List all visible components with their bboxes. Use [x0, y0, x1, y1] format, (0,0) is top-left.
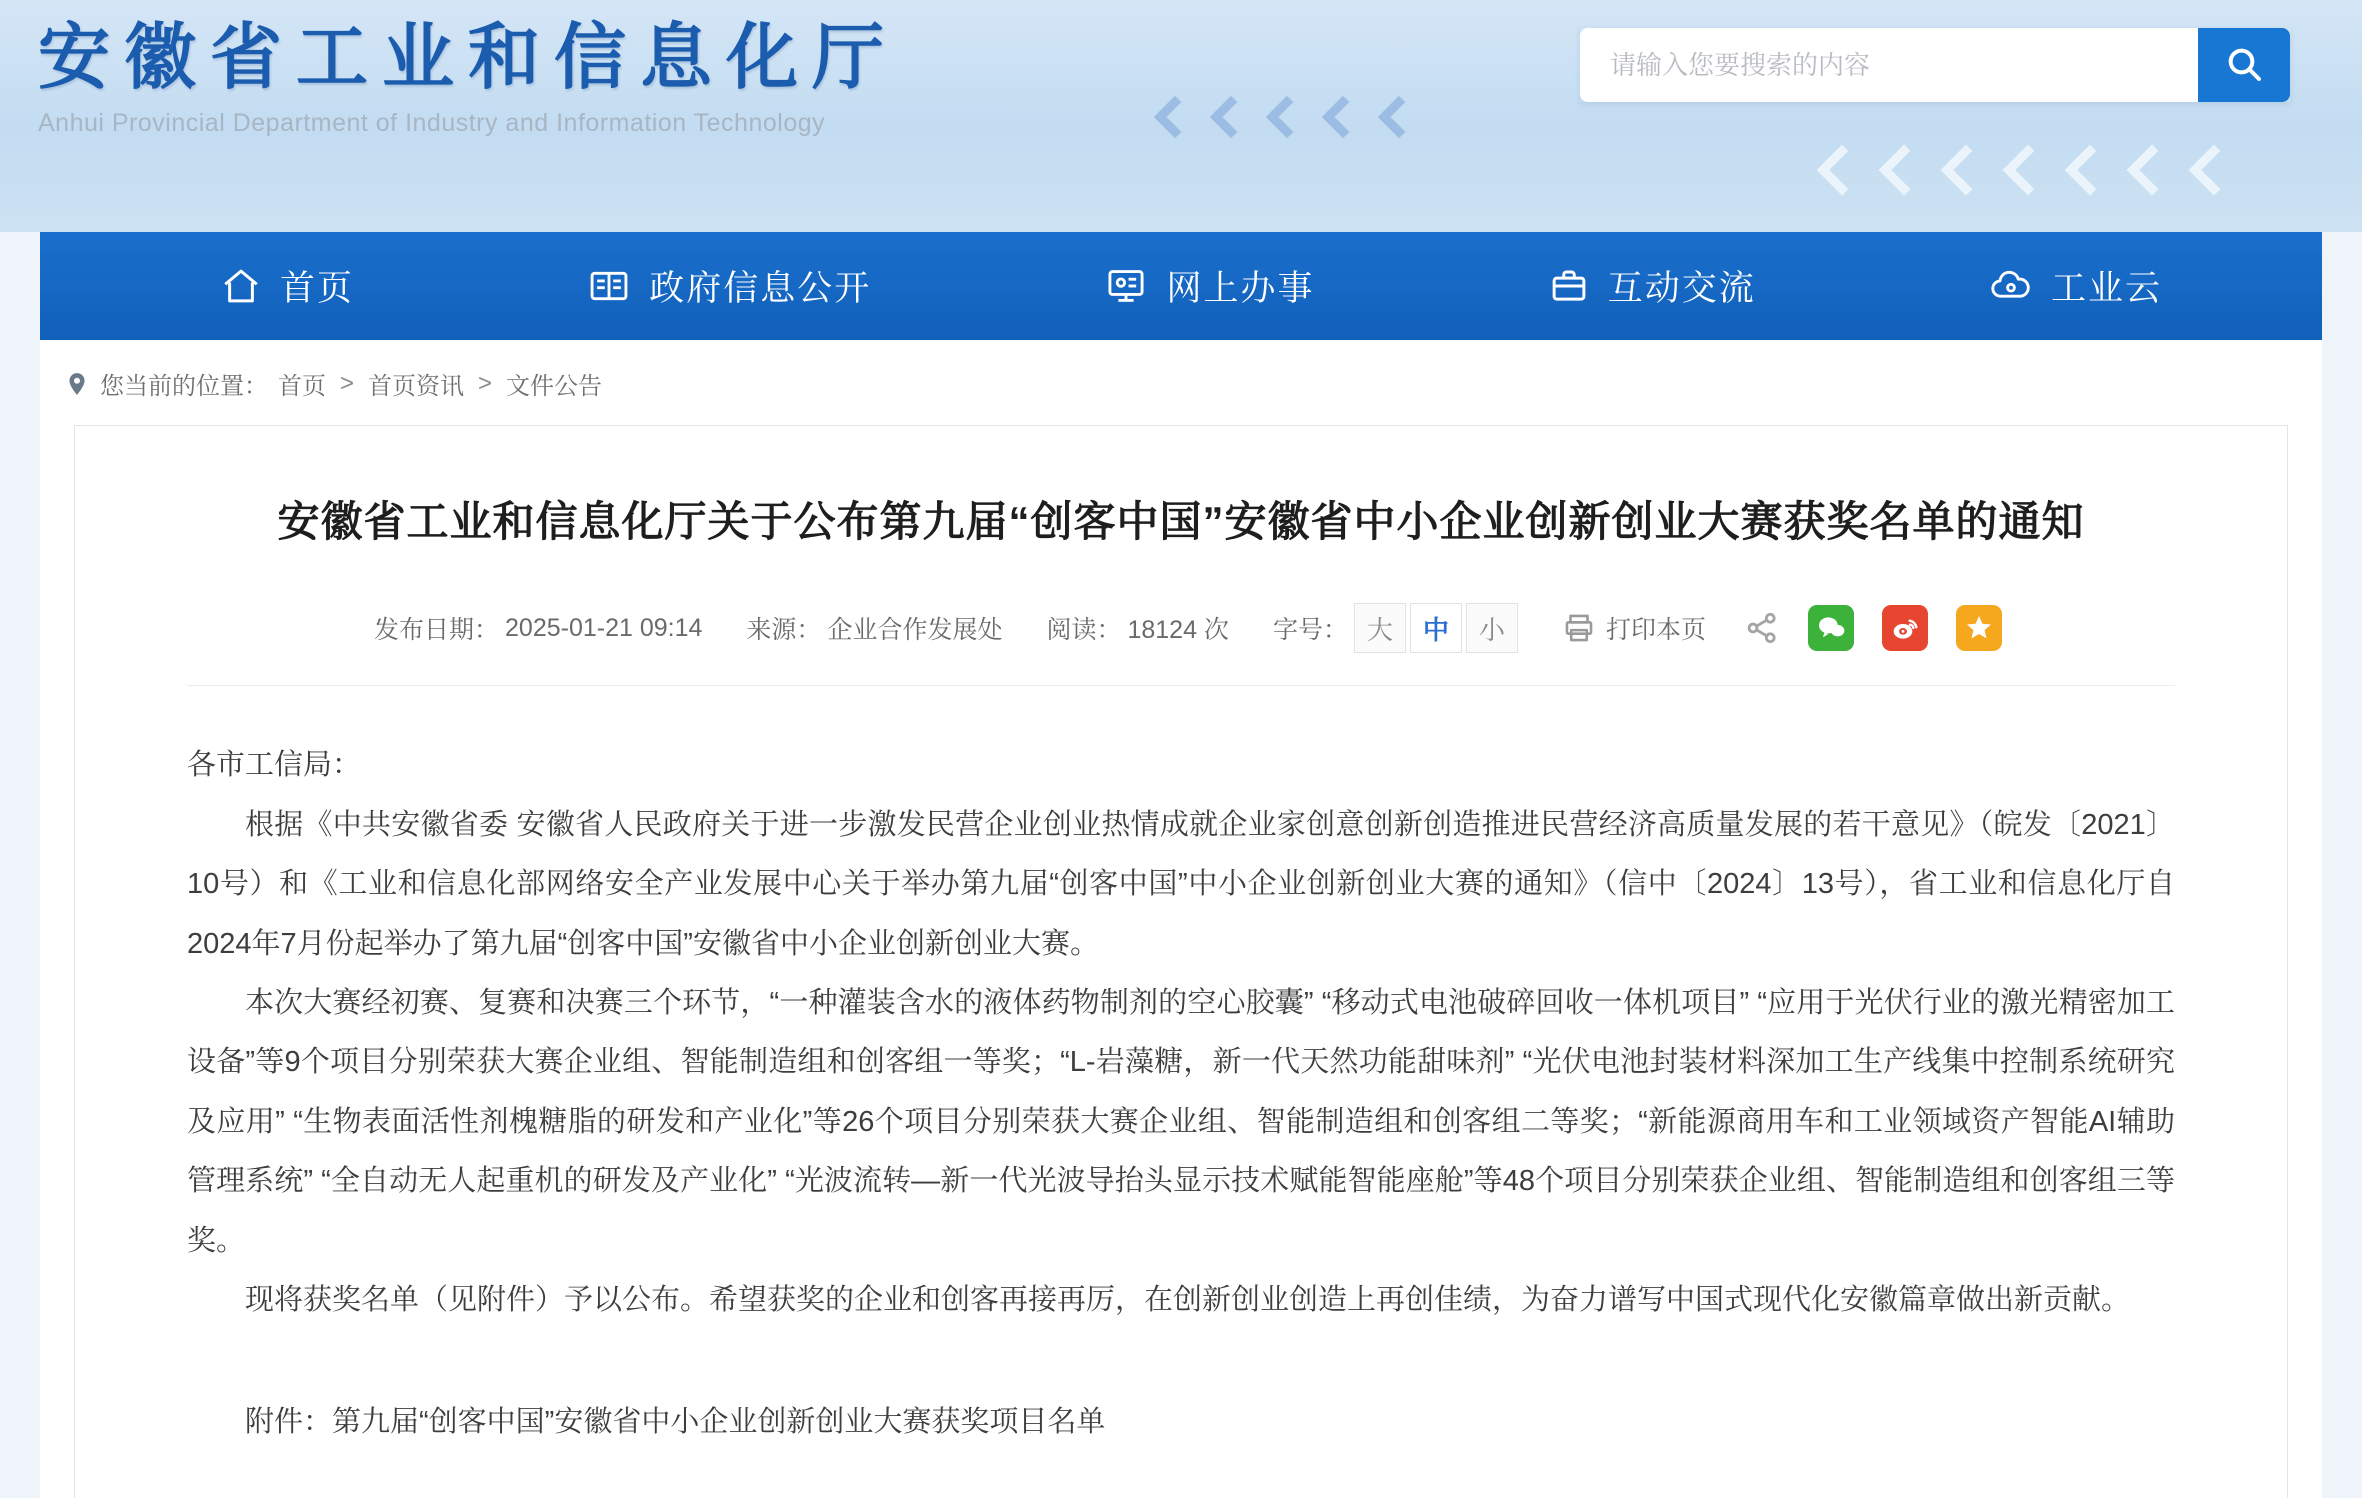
- breadcrumb: [40, 340, 2322, 421]
- search-input[interactable]: [1580, 28, 2198, 102]
- article-body: [187, 736, 2175, 1452]
- breadcrumb-item-announcements[interactable]: 文件公告: [506, 373, 603, 400]
- decorative-chevrons-right: [1824, 152, 2232, 188]
- star-icon: [1963, 612, 1995, 644]
- open-book-icon: [587, 265, 631, 307]
- cloud-icon: [1989, 265, 2033, 307]
- breadcrumb-item-home[interactable]: 首页: [278, 373, 326, 400]
- nav-item-gov-info[interactable]: [587, 261, 871, 311]
- page-header: [0, 0, 2362, 232]
- publish-date-label: 发布日期：: [374, 616, 500, 645]
- read-count: [1046, 610, 1228, 646]
- meta-divider: [187, 685, 2175, 686]
- font-size-large-button[interactable]: 大: [1354, 603, 1406, 653]
- search-box: [1580, 28, 2290, 102]
- nav-label: 网上办事: [1166, 269, 1315, 308]
- share-icon[interactable]: [1744, 610, 1780, 646]
- search-button[interactable]: [2198, 28, 2290, 102]
- source-value: 企业合作发展处: [827, 616, 1003, 645]
- breadcrumb-separator: >: [340, 369, 355, 397]
- article-card: [74, 425, 2288, 1498]
- decorative-chevrons-left: [1160, 102, 1414, 132]
- main-content: [40, 340, 2322, 1498]
- home-icon: [220, 265, 262, 307]
- article-source: [746, 610, 1002, 646]
- nav-item-interaction[interactable]: [1548, 261, 1756, 311]
- font-size-control: [1273, 603, 1518, 653]
- breadcrumb-prefix: 您当前的位置：: [100, 373, 268, 400]
- paragraph-attachment: 附件：第九届“创客中国”安徽省中小企业创新创业大赛获奖项目名单: [245, 1405, 1106, 1438]
- paragraph-basis: 根据《中共安徽省委 安徽省人民政府关于进一步激发民营企业创业热情成就企业家创意创新创造推进民营经济高质量发展的若干意见》（皖发〔2021〕10号）和《工业和信息化部网络安全产业发展中心关于举办第九届“创客中国”中小企业创新创业大赛的通知》（信中〔2024〕13号），省工业和信息化厅自2024年7月份起举办了第九届“创客中国”安徽省中小企业创新创业大赛。: [187, 808, 2175, 960]
- paragraph-announcement: 现将获奖名单（见附件）予以公布。希望获奖的企业和创客再接再厉，在创新创业创造上再创佳绩，为奋力谱写中国式现代化安徽篇章做出新贡献。: [245, 1284, 2131, 1317]
- nav-item-industry-cloud[interactable]: [1989, 261, 2162, 311]
- search-icon: [2224, 44, 2264, 87]
- article-title: 安徽省工业和信息化厅关于公布第九届“创客中国”安徽省中小企业创新创业大赛获奖名单的通知: [277, 498, 2085, 545]
- briefcase-icon: [1548, 265, 1590, 307]
- site-title: 安徽省工业和信息化厅: [38, 18, 899, 98]
- nav-item-home[interactable]: [220, 261, 354, 311]
- read-count-label: 阅读：: [1046, 616, 1122, 645]
- source-label: 来源：: [746, 616, 822, 645]
- nav-label: 工业云: [2050, 269, 2162, 308]
- print-label: 打印本页: [1605, 616, 1706, 645]
- share-weibo-button[interactable]: [1882, 605, 1928, 651]
- article-meta: [187, 603, 2175, 653]
- wechat-icon: [1815, 612, 1847, 644]
- weibo-icon: [1889, 612, 1921, 644]
- nav-label: 互动交流: [1607, 269, 1756, 308]
- site-subtitle: Anhui Provincial Department of Industry and Information Technology: [38, 109, 826, 138]
- nav-item-online-services[interactable]: [1104, 261, 1314, 311]
- paragraph-salutation: 各市工信局：: [187, 749, 362, 782]
- share-qzone-button[interactable]: [1956, 605, 2002, 651]
- share-wechat-button[interactable]: [1808, 605, 1854, 651]
- monitor-icon: [1104, 265, 1148, 307]
- nav-label: 政府信息公开: [649, 269, 872, 308]
- publish-date: [374, 610, 702, 646]
- font-size-medium-button[interactable]: 中: [1410, 603, 1462, 653]
- paragraph-results: 本次大赛经初赛、复赛和决赛三个环节，“一种灌装含水的液体药物制剂的空心胶囊” “移动式电池破碎回收一体机项目” “应用于光伏行业的激光精密加工设备”等9个项目分别荣获大赛企业组、智能制造组和创客组一等奖；“L-岩藻糖，新一代天然功能甜味剂” “光伏电池封装材料深加工生产线集中控制系统研究及应用” “生物表面活性剂槐糖脂的研发和产业化”等26个项目分别荣获大赛企业组、智能制造组和创客组二等奖；“新能源商用车和工业领域资产智能AI辅助管理系统” “全自动无人起重机的研发及产业化” “光波流转—新一代光波导抬头显示技术赋能智能座舱”等48个项目分别荣获企业组、智能制造组和创客组三等奖。: [187, 986, 2175, 1257]
- font-size-small-button[interactable]: 小: [1466, 603, 1518, 653]
- breadcrumb-item-news[interactable]: 首页资讯: [368, 373, 465, 400]
- location-pin-icon: [64, 371, 90, 397]
- read-count-value: 18124 次: [1127, 616, 1229, 645]
- site-logo[interactable]: [38, 10, 898, 138]
- main-nav: [40, 232, 2322, 340]
- breadcrumb-separator: >: [478, 369, 493, 397]
- font-size-label: 字号：: [1272, 616, 1348, 645]
- publish-date-value: 2025-01-21 09:14: [505, 613, 703, 642]
- nav-label: 首页: [280, 269, 355, 308]
- print-page-button[interactable]: [1562, 610, 1706, 646]
- printer-icon: [1562, 611, 1596, 645]
